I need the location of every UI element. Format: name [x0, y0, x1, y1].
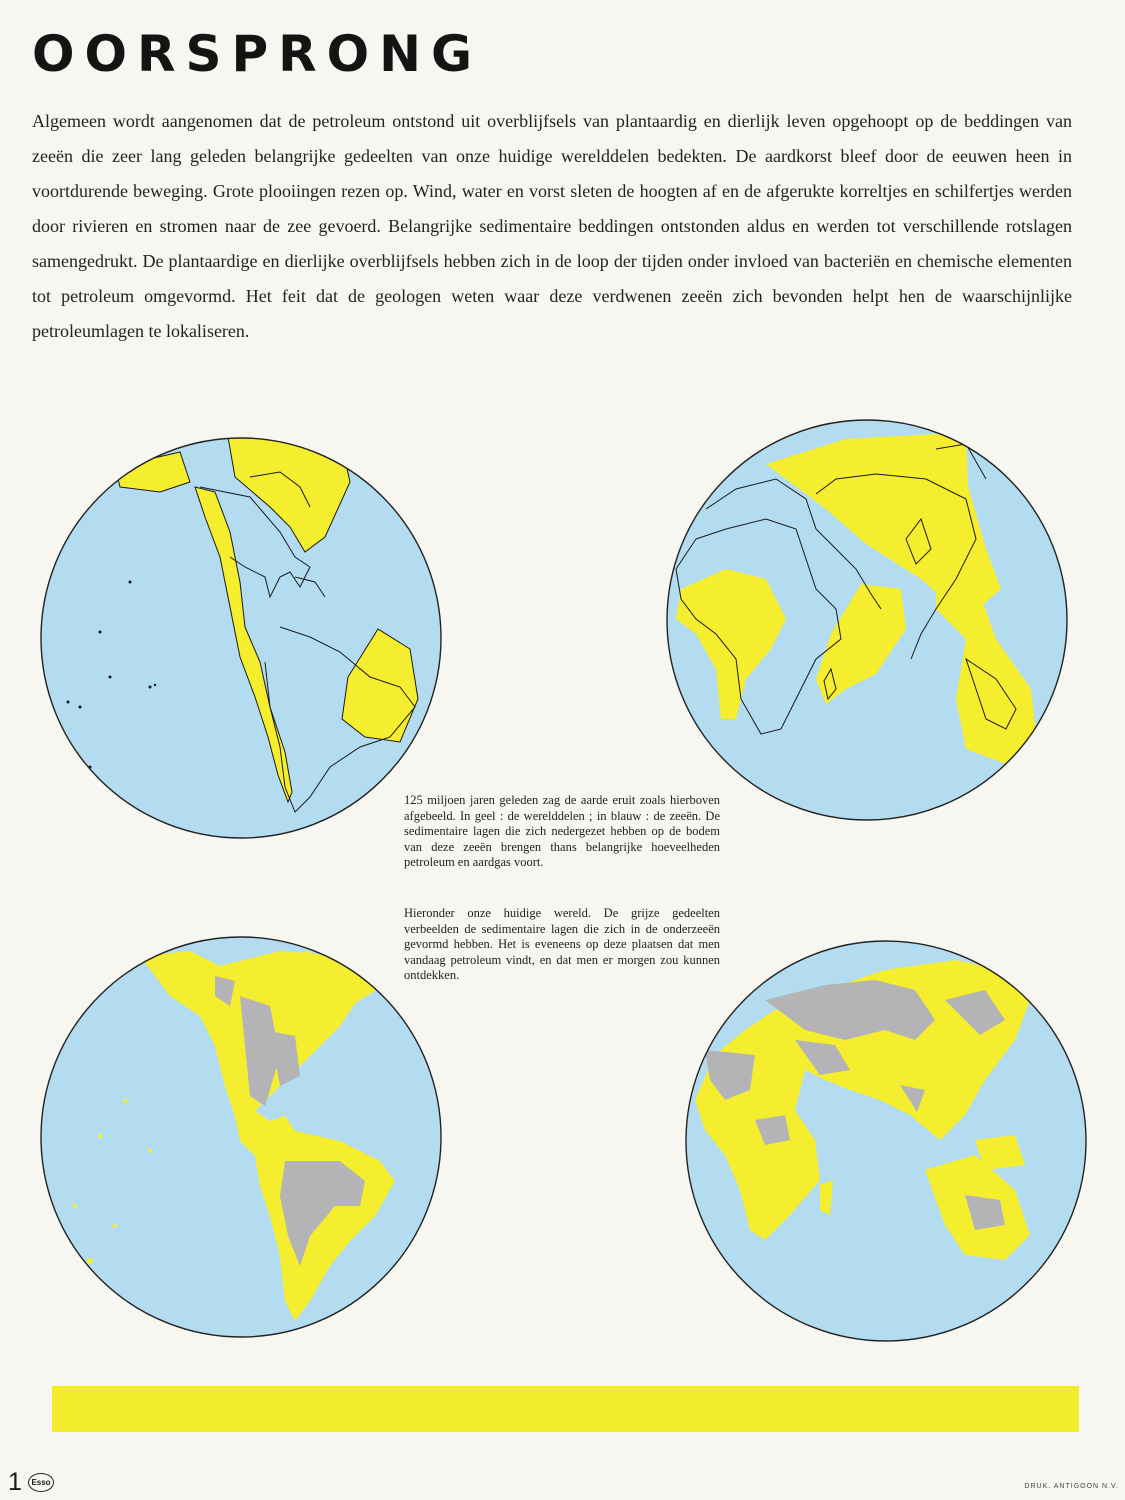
page-number: 1 — [8, 1468, 22, 1496]
esso-logo: Esso — [28, 1473, 54, 1492]
globe-past-americas — [40, 437, 442, 839]
caption-past: 125 miljoen jaren geleden zag de aarde eruit zoals hierboven afgebeeld. In geel : de werelddelen ; in blauw : de zeeën. De sedimentaire lagen die zich nedergezet hebben op de bodem van deze zeeën brengen thans belangrijke hoeveelheden petroleum en aardgas voort. — [404, 793, 720, 869]
page-title: OORSPRONG — [32, 25, 483, 83]
caption-present: Hieronder onze huidige wereld. De grijze gedeelten verbeelden de sedimentaire lagen die zich in de onderzeeën gevormd hebben. Het is eveneens op deze plaatsen dat men vandaag petroleum vindt, en dat men er morgen zou kunnen ontdekken. — [404, 906, 720, 982]
globe-present-eurasia — [685, 940, 1087, 1342]
intro-paragraph: Algemeen wordt aangenomen dat de petroleum ontstond uit overblijfsels van plantaardig en dierlijk leven opgehoopt op de beddingen van zeeën die zeer lang geleden belangrijke gedeelten van onze huidige werelddelen bedekten. De aardkorst bleef door de eeuwen heen in voortdurende beweging. Grote plooiingen rezen op. Wind, water en vorst sleten de hoogten af en de afgerukte korreltjes en schilfertjes werden door rivieren en stromen naar de zee gevoerd. Belangrijke sedimentaire beddingen ontstonden aldus en werden tot verschillende rotslagen samengedrukt. De plantaardige en dierlijke overblijfsels hebben zich in de loop der tijden onder invloed van bacteriën en chemische elementen tot petroleum omgevormd. Het feit dat de geologen weten waar deze verdwenen zeeën zich bevonden helpt hen de waarschijnlijke petroleumlagen te lokaliseren. — [32, 111, 1072, 341]
printer-credit: DRUK. ANTIGOON N.V. — [1024, 1483, 1119, 1490]
globe-past-eurasia — [666, 419, 1068, 821]
yellow-band — [52, 1386, 1079, 1432]
globe-present-americas — [40, 936, 442, 1338]
